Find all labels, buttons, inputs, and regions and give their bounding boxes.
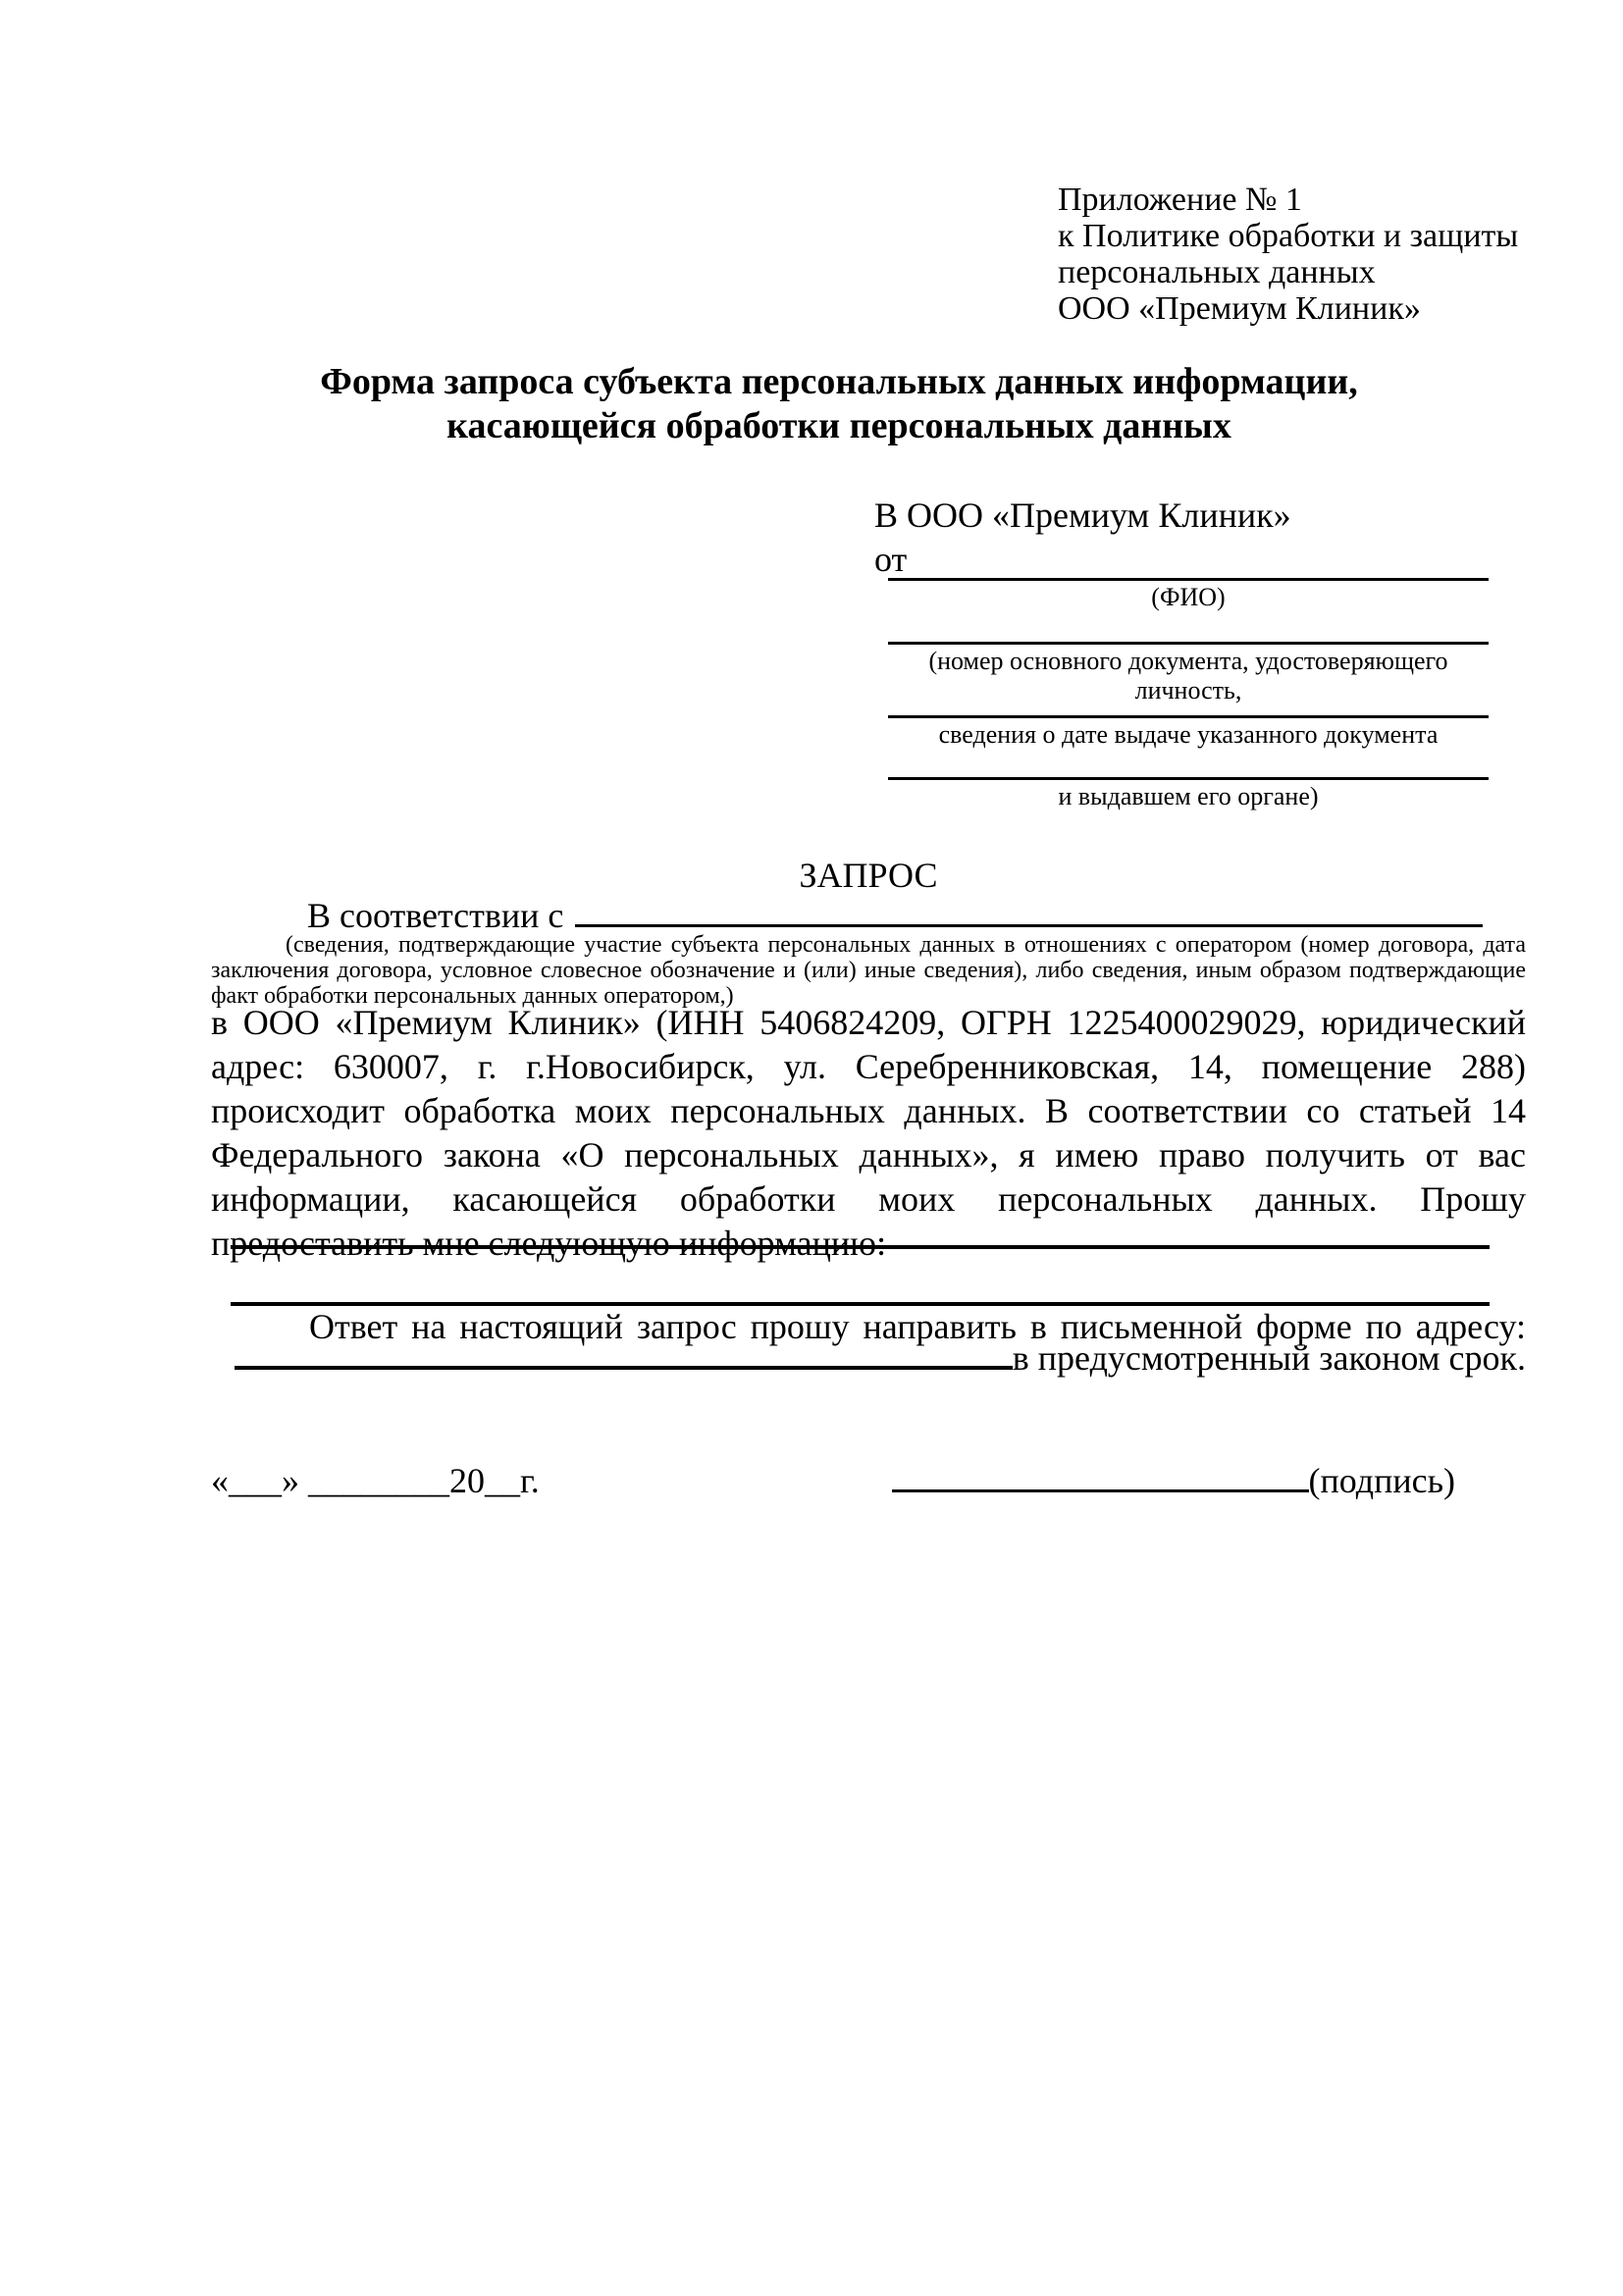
intro-line [211, 894, 1526, 937]
fio-caption: (ФИО) [1151, 583, 1226, 611]
intro-prefix: В соответствии с [307, 896, 564, 935]
appendix-header-line-3: персональных данных [1058, 254, 1376, 290]
reply-instruction: Ответ на настоящий запрос прошу направить в письменной форме по адресу: [309, 1307, 1526, 1346]
addressee-to: В ООО «Премиум Клиник» [874, 496, 1291, 535]
issue-date-caption: сведения о дате выдаче указанного документа [938, 720, 1439, 749]
document-title-line-2: касающейся обработки персональных данных [446, 405, 1231, 446]
request-heading: ЗАПРОС [799, 856, 938, 895]
reply-address-row [211, 1336, 1526, 1381]
signature-blank-line [892, 1489, 1309, 1492]
reply-deadline-text: в предусмотренный законом срок. [1012, 1338, 1526, 1378]
address-blank-line [235, 1366, 1013, 1370]
signature-area [892, 1459, 1455, 1503]
document-number-caption: (номер основного документа, удостоверяющего личность, [928, 647, 1448, 704]
signature-row [211, 1459, 1526, 1503]
document-number-blank-line [888, 642, 1489, 645]
date-blank: «___» ________20__г. [211, 1461, 540, 1500]
appendix-header-line-4: ООО «Премиум Клиник» [1058, 290, 1421, 327]
request-body: в ООО «Премиум Клиник» (ИНН 5406824209, ОГРН 1225400029029, юридический адрес: 630007, г. г.Новосибирск, ул. Серебренниковская, 14, помещение 288) происходит обработка моих персональных данных. В соответствии со статьей 14 Федерального закона «О персональных данных», я имею право получить от вас информации, касающейся обработки моих персональных данных. Прошу предоставить мне следующую информацию: [211, 1003, 1526, 1263]
appendix-header [1058, 182, 1518, 327]
issue-date-blank-line [888, 715, 1489, 718]
document-title [182, 360, 1496, 448]
requested-info-blank-line-1 [231, 1245, 1490, 1249]
agreement-blank-line [575, 924, 1483, 927]
issuing-authority-caption: и выдавшем его органе) [1058, 782, 1319, 810]
document-title-line-1: Форма запроса субъекта персональных данных информации, [320, 361, 1358, 402]
appendix-header-line-1: Приложение № 1 [1058, 182, 1302, 218]
signature-caption: (подпись) [1308, 1461, 1455, 1500]
intro-footnote: (сведения, подтверждающие участие субъекта персональных данных в отношениях с оператором (номер договора, дата заключения договора, условное словесное обозначение и (или) иные сведения), либо сведения, иным образом подтверждающие факт обработки персональных данных оператором,) [211, 932, 1526, 1009]
appendix-header-line-2: к Политике обработки и защиты [1058, 218, 1519, 254]
fio-blank-line [888, 578, 1489, 581]
issuing-authority-blank-line [888, 777, 1489, 780]
addressee-from: от [874, 540, 908, 579]
